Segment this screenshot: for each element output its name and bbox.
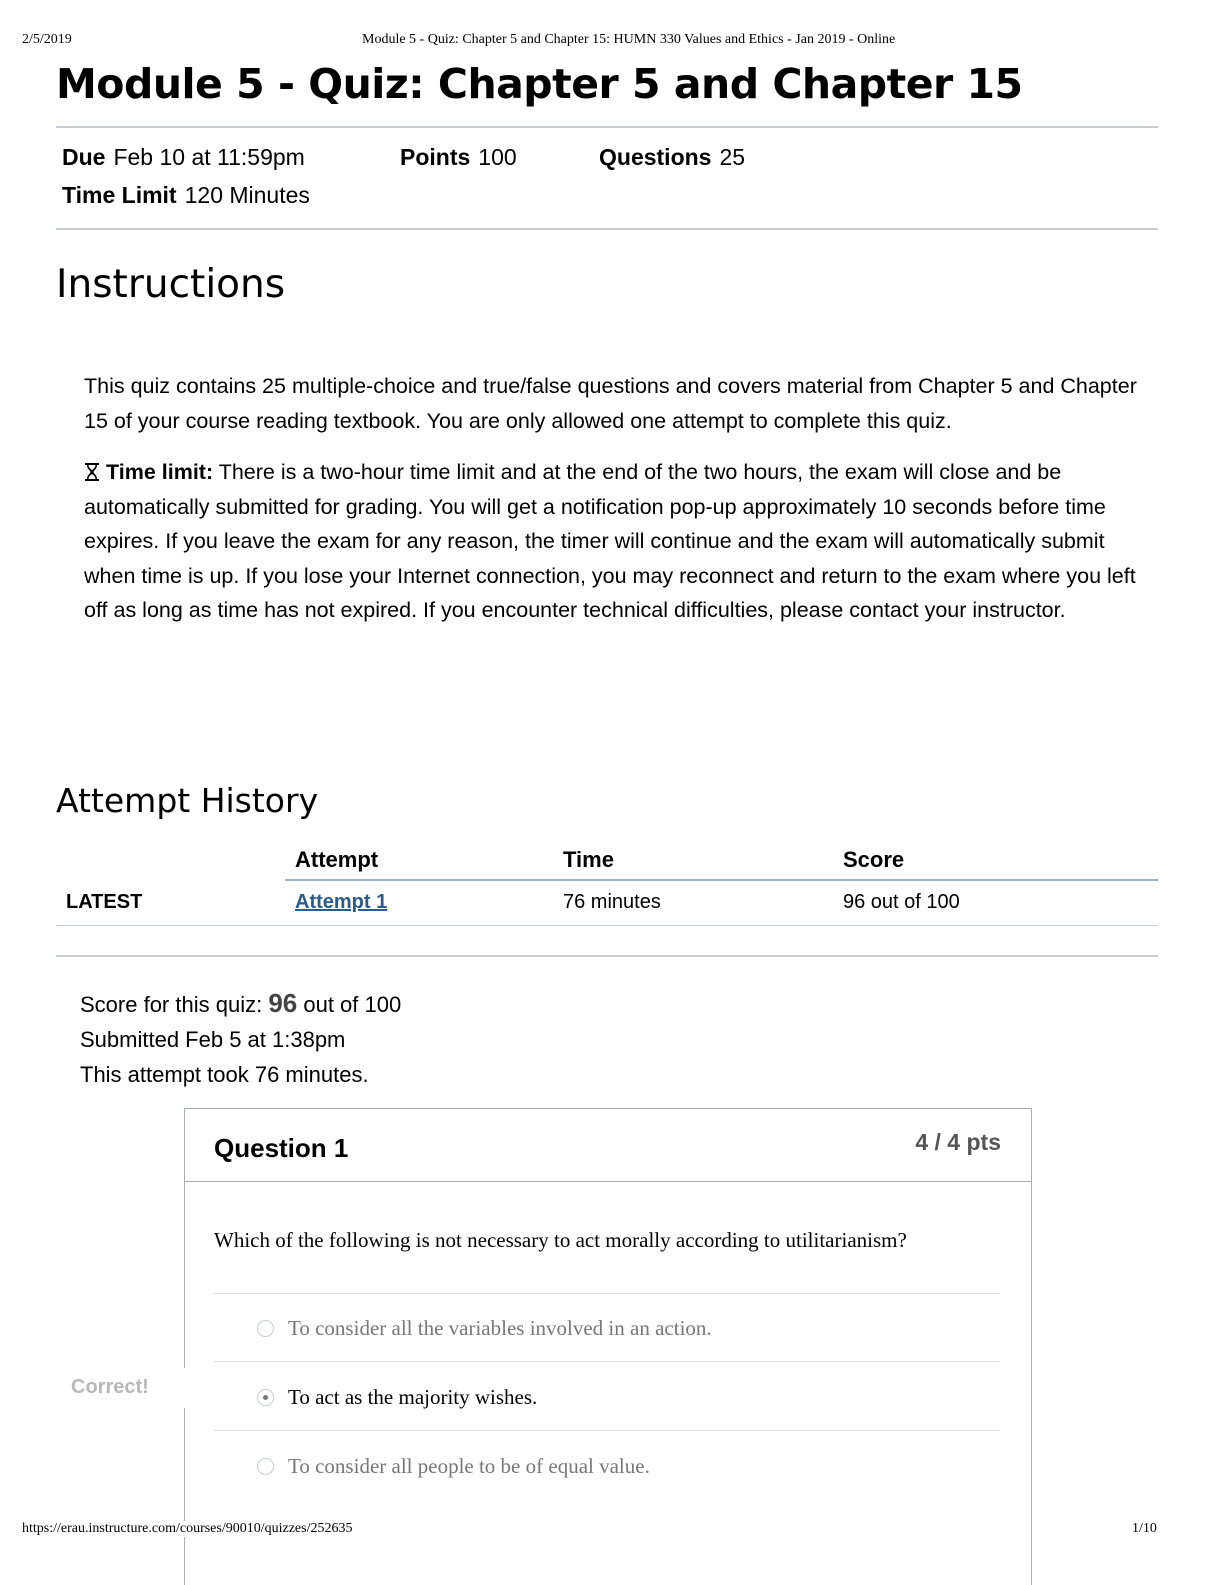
- answer-divider: [214, 1430, 1000, 1431]
- radio-button[interactable]: [257, 1320, 274, 1337]
- attempt-time: 76 minutes: [563, 891, 661, 913]
- answer-divider: [214, 1293, 1000, 1294]
- instructions-body: [84, 369, 1144, 645]
- divider: [56, 955, 1158, 957]
- instructions-paragraph: This quiz contains 25 multiple-choice and true/false questions and covers material from Chapter 5 and Chapter 15 of your course reading textbook. You are only allowed one attempt to complete this quiz.: [84, 374, 1137, 433]
- table-row-divider: [56, 925, 1158, 926]
- answer-option[interactable]: [257, 1454, 650, 1479]
- time-limit-value: 120 Minutes: [184, 182, 310, 208]
- question-card: [184, 1108, 1032, 1585]
- due-value: Feb 10 at 11:59pm: [113, 144, 305, 170]
- radio-button-selected[interactable]: [257, 1389, 274, 1406]
- questions-label: Questions: [599, 144, 712, 170]
- attempt-duration: This attempt took 76 minutes.: [80, 1062, 369, 1087]
- points-label: Points: [400, 144, 471, 170]
- attempt-score: 96 out of 100: [843, 891, 960, 913]
- time-limit-label: Time Limit: [62, 182, 177, 208]
- time-limit-field: [62, 182, 310, 209]
- answer-text: To act as the majority wishes.: [288, 1385, 538, 1409]
- table-header-row: [56, 840, 1158, 879]
- attempt-history-heading: Attempt History: [56, 781, 319, 820]
- answer-text: To consider all the variables involved in an action.: [288, 1316, 712, 1340]
- answer-option[interactable]: [257, 1316, 712, 1341]
- question-title: Question 1: [214, 1133, 349, 1163]
- table-header-score: Score: [843, 846, 905, 872]
- latest-badge: LATEST: [66, 891, 143, 913]
- answer-text: To consider all people to be of equal value.: [288, 1454, 650, 1478]
- question-text: Which of the following is not necessary to act morally according to utilitarianism?: [214, 1228, 907, 1252]
- divider: [56, 126, 1158, 128]
- questions-value: 25: [719, 144, 746, 170]
- time-limit-text: There is a two-hour time limit and at the end of the two hours, the exam will close and be automatically submitted for grading. You will get a notification pop-up approximately 10 seconds before time expires. If you leave the exam for any reason, the timer will continue and the exam will automatically submit when time is up. If you lose your Internet connection, you may reconnect and return to the exam where you left off as long as time has not expired. If you encounter technical difficulties, please contact your instructor.: [84, 460, 1136, 622]
- points-value: 100: [478, 144, 517, 170]
- answer-divider: [214, 1361, 1000, 1362]
- table-header-attempt: Attempt: [295, 846, 379, 872]
- correct-marker-gap: [183, 1368, 185, 1408]
- hourglass-icon: [84, 462, 100, 482]
- score-suffix: out of 100: [297, 992, 402, 1017]
- table-row: [56, 879, 1158, 926]
- print-date: 2/5/2019: [22, 32, 72, 47]
- correct-label: Correct!: [71, 1376, 149, 1398]
- time-limit-inline-label: Time limit:: [106, 460, 214, 484]
- table-header-time: Time: [563, 846, 614, 872]
- print-doc-title: Module 5 - Quiz: Chapter 5 and Chapter 15: HUMN 330 Values and Ethics - Jan 2019 - Online: [362, 32, 896, 47]
- score-summary: [80, 986, 401, 1092]
- instructions-heading: Instructions: [56, 262, 286, 307]
- score-line: [80, 986, 401, 1022]
- questions-field: [599, 144, 745, 171]
- page-title: Module 5 - Quiz: Chapter 5 and Chapter 15: [56, 60, 1023, 108]
- answer-option-selected[interactable]: [257, 1385, 537, 1410]
- divider: [56, 228, 1158, 230]
- table-header-underline: [285, 879, 1158, 881]
- table-header-empty: [56, 840, 285, 879]
- due-field: [62, 144, 305, 171]
- points-field: [400, 144, 517, 171]
- score-value: 96: [268, 988, 298, 1018]
- radio-button[interactable]: [257, 1458, 274, 1475]
- score-prefix: Score for this quiz:: [80, 992, 269, 1017]
- submitted-time: Submitted Feb 5 at 1:38pm: [80, 1027, 346, 1052]
- question-header: [185, 1109, 1031, 1182]
- question-points: 4 / 4 pts: [915, 1129, 1001, 1155]
- attempt-link[interactable]: Attempt 1: [295, 891, 388, 913]
- print-url: https://erau.instructure.com/courses/90010/quizzes/252635: [22, 1521, 358, 1537]
- due-label: Due: [62, 144, 106, 170]
- instructions-paragraph: [84, 455, 1144, 628]
- print-page-number: 1/10: [1132, 1521, 1157, 1536]
- attempt-history-table: [56, 840, 1158, 926]
